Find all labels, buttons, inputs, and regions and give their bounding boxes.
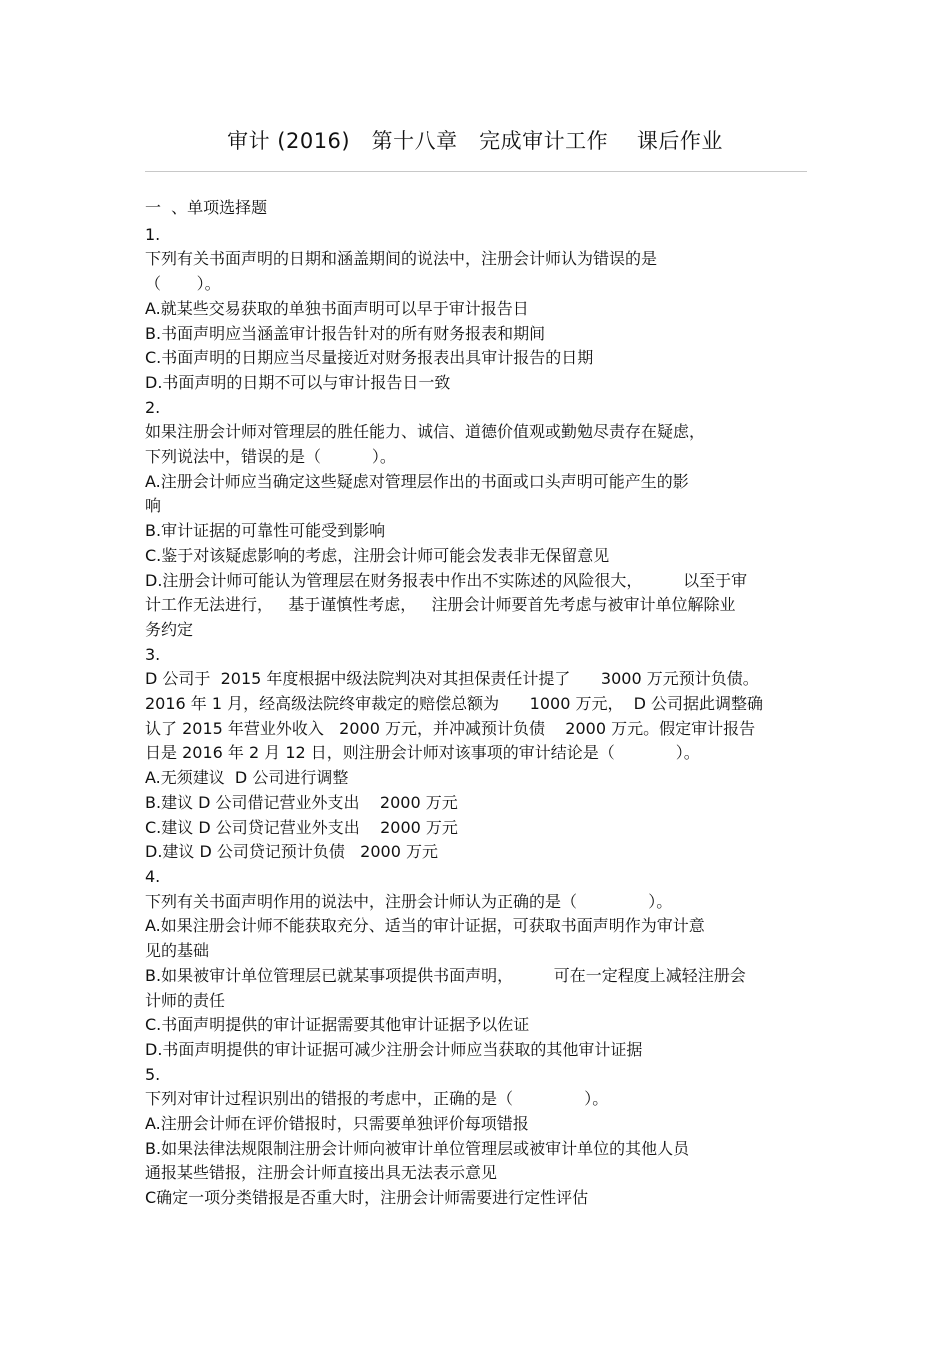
question-number: 3. bbox=[145, 644, 161, 664]
question-1 bbox=[145, 223, 810, 396]
section-title: 一 、单项选择题 bbox=[145, 198, 268, 217]
answer-option bbox=[145, 519, 810, 544]
answer-option-line: 通报某些错报，注册会计师直接出具无法表示意见 bbox=[145, 1163, 498, 1183]
question-stem-line: 2016 年 1 月，经高级法院终审裁定的赔偿总额为 1000 万元， D 公司据此调整确 bbox=[145, 694, 764, 714]
answer-option-line: C.建议 D 公司贷记营业外支出 2000 万元 bbox=[145, 817, 458, 837]
question-number: 5. bbox=[145, 1064, 161, 1084]
answer-option-line: 见的基础 bbox=[145, 941, 210, 961]
answer-option bbox=[145, 1112, 810, 1137]
answer-option-line: C.书面声明的日期应当尽量接近对财务报表出具审计报告的日期 bbox=[145, 348, 594, 368]
question-4 bbox=[145, 865, 810, 1063]
title-divider bbox=[145, 171, 807, 172]
question-number: 2. bbox=[145, 397, 161, 417]
answer-option-line: 计师的责任 bbox=[145, 990, 226, 1010]
answer-option bbox=[145, 1186, 810, 1211]
answer-option bbox=[145, 816, 810, 841]
question-stem-line: 下列说法中，错误的是（ ）。 bbox=[145, 447, 396, 467]
answer-option bbox=[145, 766, 810, 791]
question-2 bbox=[145, 396, 810, 643]
answer-option-line: C确定一项分类错报是否重大时，注册会计师需要进行定性评估 bbox=[145, 1188, 589, 1208]
answer-option bbox=[145, 470, 810, 519]
question-3 bbox=[145, 643, 810, 865]
answer-option bbox=[145, 297, 810, 322]
answer-option-line: B.如果被审计单位管理层已就某事项提供书面声明， 可在一定程度上减轻注册会 bbox=[145, 965, 746, 985]
answer-option-line: A.无须建议 D 公司进行调整 bbox=[145, 768, 349, 788]
answer-option bbox=[145, 791, 810, 816]
answer-option-line: D.书面声明的日期不可以与审计报告日一致 bbox=[145, 372, 451, 392]
question-5 bbox=[145, 1063, 810, 1211]
answer-option-line: B.审计证据的可靠性可能受到影响 bbox=[145, 521, 386, 541]
document-body bbox=[145, 196, 810, 1211]
answer-option-line: D.注册会计师可能认为管理层在财务报表中作出不实陈述的风险很大， 以至于审 bbox=[145, 570, 748, 590]
answer-option-line: B.如果法律法规限制注册会计师向被审计单位管理层或被审计单位的其他人员 bbox=[145, 1138, 690, 1158]
answer-option-line: D.建议 D 公司贷记预计负债 2000 万元 bbox=[145, 842, 438, 862]
answer-option-line: B.书面声明应当涵盖审计报告针对的所有财务报表和期间 bbox=[145, 323, 546, 343]
question-stem-line: 认了 2015 年营业外收入 2000 万元，并冲减预计负债 2000 万元。假定审计报告 bbox=[145, 718, 756, 738]
answer-option-line: A.就某些交易获取的单独书面声明可以早于审计报告日 bbox=[145, 298, 529, 318]
answer-option-line: A.注册会计师应当确定这些疑虑对管理层作出的书面或口头声明可能产生的影 bbox=[145, 471, 689, 491]
answer-option bbox=[145, 569, 810, 643]
question-stem-line: 下列有关书面声明作用的说法中，注册会计师认为正确的是（ ）。 bbox=[145, 891, 673, 911]
answer-option bbox=[145, 840, 810, 865]
question-number: 4. bbox=[145, 866, 161, 886]
answer-option bbox=[145, 914, 810, 963]
answer-option-line: A.如果注册会计师不能获取充分、适当的审计证据，可获取书面声明作为审计意 bbox=[145, 916, 705, 936]
answer-option-line: 响 bbox=[145, 496, 162, 516]
answer-option bbox=[145, 544, 810, 569]
answer-option bbox=[145, 371, 810, 396]
question-stem-line: D 公司于 2015 年度根据中级法院判决对其担保责任计提了 3000 万元预计负债。 bbox=[145, 669, 759, 689]
answer-option bbox=[145, 964, 810, 1013]
answer-option-line: C.书面声明提供的审计证据需要其他审计证据予以佐证 bbox=[145, 1015, 530, 1035]
answer-option bbox=[145, 346, 810, 371]
answer-option-line: 计工作无法进行， 基于谨慎性考虑， 注册会计师要首先考虑与被审计单位解除业 bbox=[145, 595, 736, 615]
question-list bbox=[145, 223, 810, 1211]
document-title: 审计 (2016) 第十八章 完成审计工作 课后作业 bbox=[227, 129, 723, 153]
answer-option-line: D.书面声明提供的审计证据可减少注册会计师应当获取的其他审计证据 bbox=[145, 1039, 643, 1059]
answer-option-line: A.注册会计师在评价错报时，只需要单独评价每项错报 bbox=[145, 1114, 529, 1134]
answer-option bbox=[145, 1137, 810, 1186]
answer-option-line: B.建议 D 公司借记营业外支出 2000 万元 bbox=[145, 792, 458, 812]
question-stem-line: 下列对审计过程识别出的错报的考虑中，正确的是（ ）。 bbox=[145, 1089, 609, 1109]
answer-option-line: C.鉴于对该疑虑影响的考虑，注册会计师可能会发表非无保留意见 bbox=[145, 545, 610, 565]
question-stem-line: 日是 2016 年 2 月 12 日，则注册会计师对该事项的审计结论是（ ）。 bbox=[145, 743, 700, 763]
answer-option bbox=[145, 322, 810, 347]
question-stem-line: 如果注册会计师对管理层的胜任能力、诚信、道德价值观或勤勉尽责存在疑虑， bbox=[145, 422, 706, 442]
answer-option-line: 务约定 bbox=[145, 619, 194, 639]
question-number: 1. bbox=[145, 224, 161, 244]
question-stem-line: 下列有关书面声明的日期和涵盖期间的说法中，注册会计师认为错误的是 bbox=[145, 249, 658, 269]
answer-option bbox=[145, 1038, 810, 1063]
answer-option bbox=[145, 1013, 810, 1038]
question-stem-line: （ ）。 bbox=[145, 274, 221, 294]
